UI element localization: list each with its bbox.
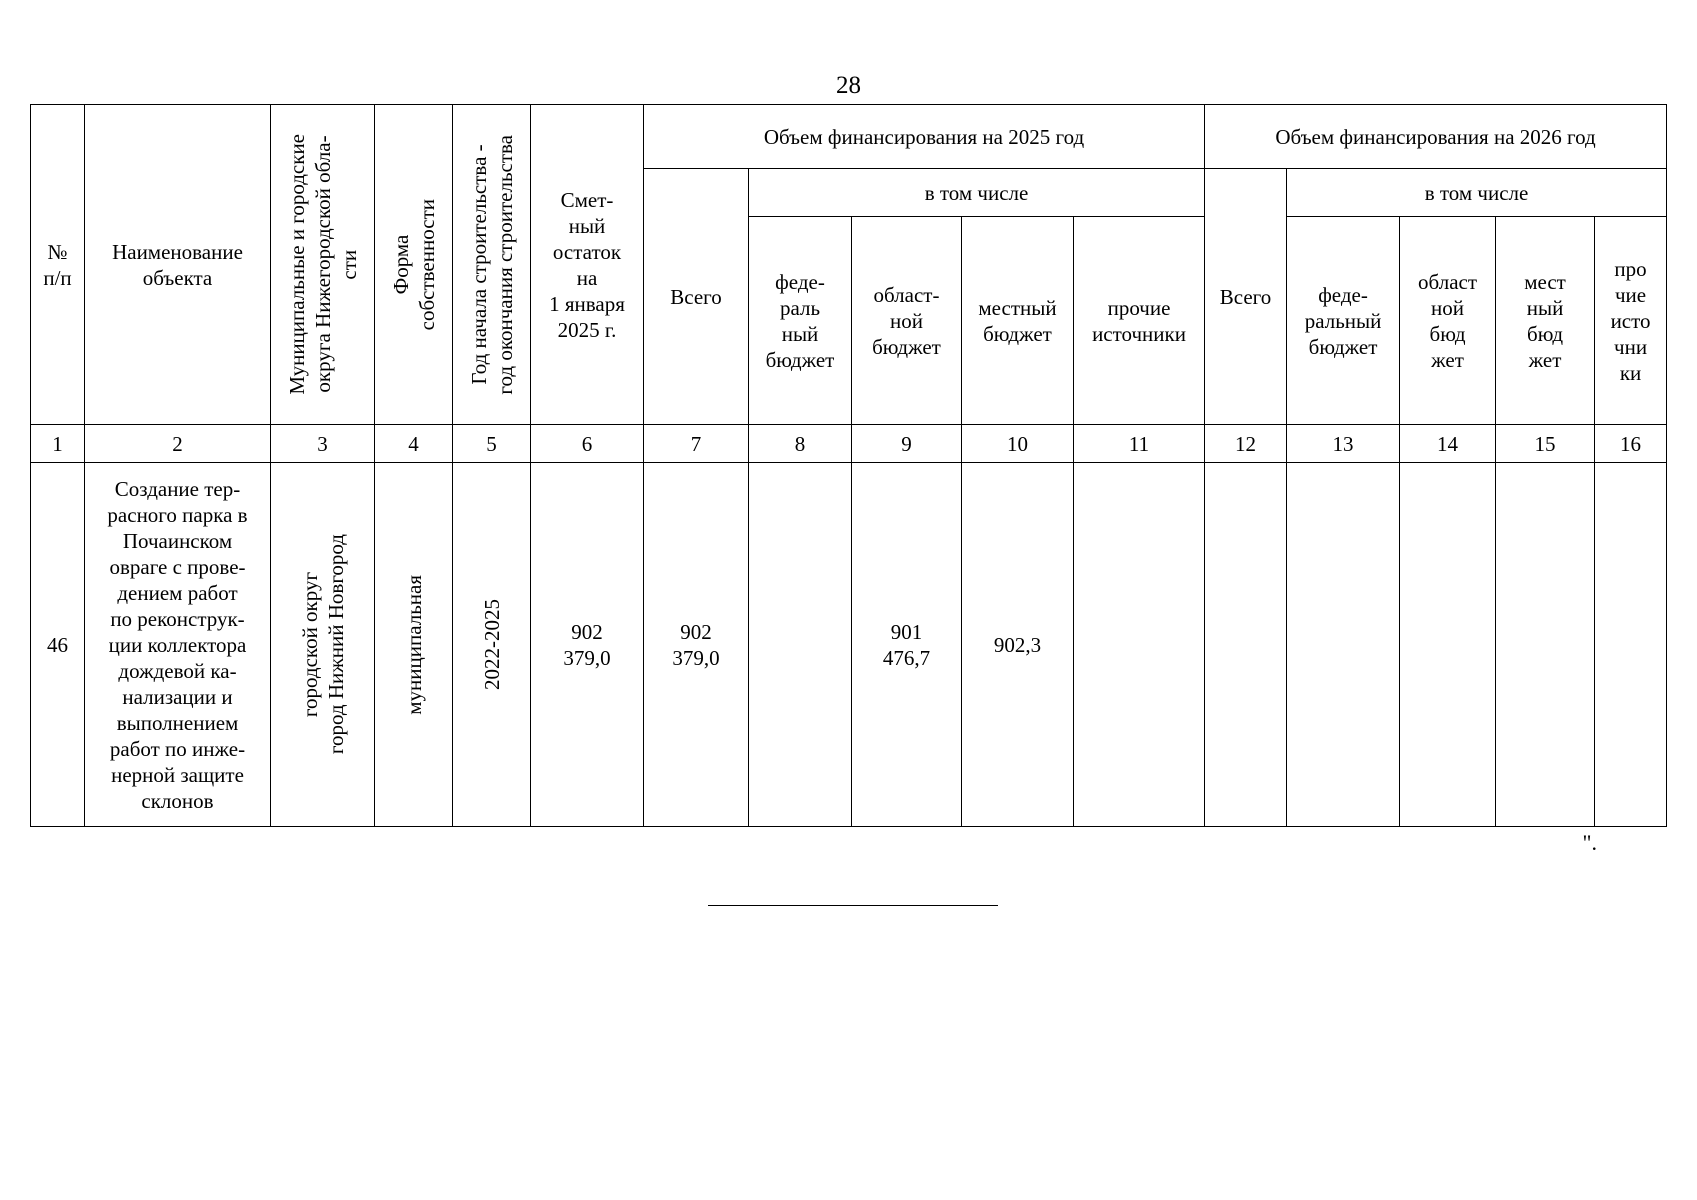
header-federal-2025: феде- раль ный бюджет <box>749 217 852 425</box>
column-number: 10 <box>962 425 1074 463</box>
header-name: Наименование объекта <box>85 105 271 425</box>
column-number: 8 <box>749 425 852 463</box>
row-ownership <box>375 463 453 827</box>
column-number: 5 <box>453 425 531 463</box>
row-total-2025: 902 379,0 <box>644 463 749 827</box>
row-local-2026 <box>1496 463 1595 827</box>
row-municipality <box>271 463 375 827</box>
header-group-2026: Объем финансирования на 2026 год <box>1205 105 1667 169</box>
row-num: 46 <box>31 463 85 827</box>
header-regional-2025: област- ной бюджет <box>852 217 962 425</box>
row-years <box>453 463 531 827</box>
separator-line <box>708 905 998 906</box>
column-number: 12 <box>1205 425 1287 463</box>
header-other-2026: про чие исто чни ки <box>1595 217 1667 425</box>
column-number: 3 <box>271 425 375 463</box>
header-ownership <box>375 105 453 425</box>
table-row <box>31 463 1667 827</box>
header-local-2026: мест ный бюд жет <box>1496 217 1595 425</box>
page-number: 28 <box>836 72 861 99</box>
column-number: 16 <box>1595 425 1667 463</box>
header-municipality-text: Муниципальные и городские округа Нижегородской обла- сти <box>284 134 361 395</box>
row-local-2025: 902,3 <box>962 463 1074 827</box>
row-total-2026 <box>1205 463 1287 827</box>
column-number: 11 <box>1074 425 1205 463</box>
header-estimate: Смет- ный остаток на 1 января 2025 г. <box>531 105 644 425</box>
row-federal-2026 <box>1287 463 1400 827</box>
row-regional-2026 <box>1400 463 1496 827</box>
row-ownership-text: муниципальная <box>401 574 426 715</box>
header-incl-2025: в том числе <box>749 169 1205 217</box>
row-other-2025 <box>1074 463 1205 827</box>
column-number: 14 <box>1400 425 1496 463</box>
column-number: 6 <box>531 425 644 463</box>
row-years-text: 2022-2025 <box>479 599 504 690</box>
column-number: 2 <box>85 425 271 463</box>
column-number: 1 <box>31 425 85 463</box>
column-number: 9 <box>852 425 962 463</box>
column-number: 15 <box>1496 425 1595 463</box>
header-years-text: Год начала строительства - год окончания строительства <box>466 134 517 395</box>
financing-table <box>30 104 1667 827</box>
row-municipality-text: городской округ город Нижний Новгород <box>297 534 348 755</box>
column-number-row <box>31 425 1667 463</box>
header-ownership-text: Форма собственности <box>388 198 439 331</box>
header-num: № п/п <box>31 105 85 425</box>
row-regional-2025: 901 476,7 <box>852 463 962 827</box>
row-federal-2025 <box>749 463 852 827</box>
closing-quote-mark: ". <box>1582 830 1597 855</box>
header-years <box>453 105 531 425</box>
header-local-2025: местный бюджет <box>962 217 1074 425</box>
row-other-2026 <box>1595 463 1667 827</box>
header-total-2026: Всего <box>1205 169 1287 425</box>
header-federal-2026: феде- ральный бюджет <box>1287 217 1400 425</box>
header-total-2025: Всего <box>644 169 749 425</box>
column-number: 13 <box>1287 425 1400 463</box>
column-number: 4 <box>375 425 453 463</box>
row-name: Создание тер- расного парка в Почаинском овраге с прове- дением работ по реконструк- ции коллектора дождевой ка- нализации и выполнением работ по инже- нерной защите склонов <box>85 463 271 827</box>
header-municipality <box>271 105 375 425</box>
header-other-2025: прочие источники <box>1074 217 1205 425</box>
column-number: 7 <box>644 425 749 463</box>
row-estimate: 902 379,0 <box>531 463 644 827</box>
header-regional-2026: област ной бюд жет <box>1400 217 1496 425</box>
header-incl-2026: в том числе <box>1287 169 1667 217</box>
header-group-2025: Объем финансирования на 2025 год <box>644 105 1205 169</box>
